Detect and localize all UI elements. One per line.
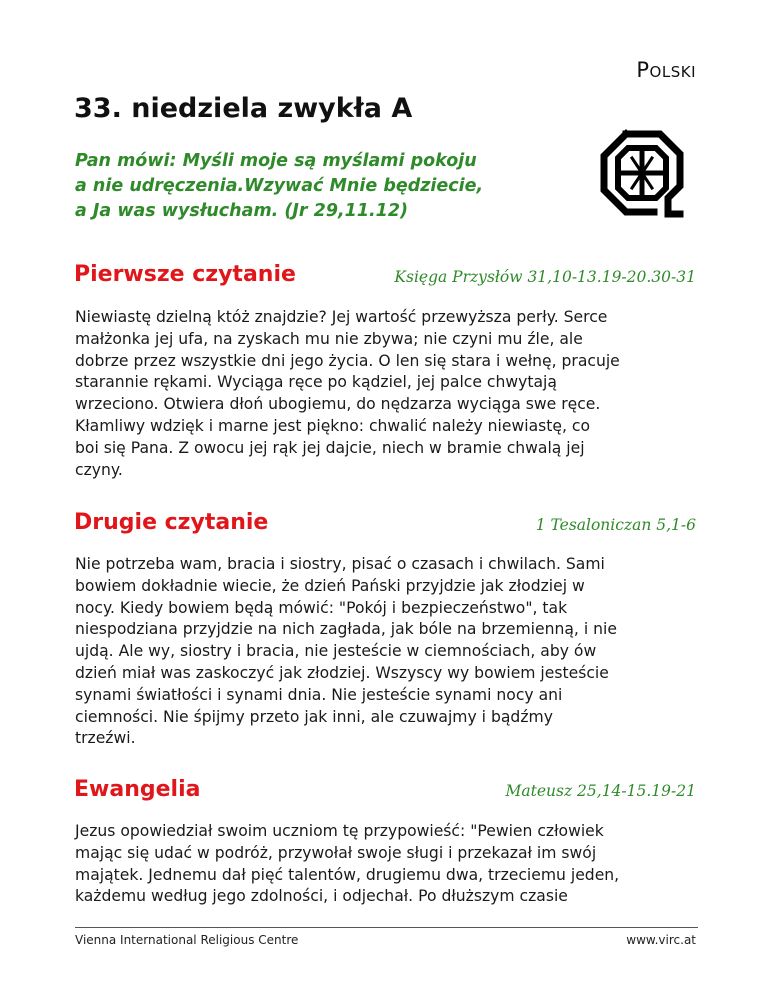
- reading-heading: Pierwsze czytanie: [74, 262, 296, 287]
- text-line: dzień miał was zaskoczyć jak złodziej. Wszyscy wy bowiem jesteście: [75, 663, 609, 682]
- text-line: Jezus opowiedział swoim uczniom tę przypowieść: "Pewien człowiek: [75, 822, 604, 840]
- reading-text: [75, 554, 700, 750]
- footer-organization: Vienna International Religious Centre: [75, 933, 299, 947]
- reading-reference: Mateusz 25,14-15.19-21: [505, 782, 696, 800]
- text-line: boi się Pana. Z owocu jej rąk jej dajcie, niech w bramie chwalą jej: [75, 438, 585, 457]
- text-line: nocy. Kiedy bowiem będą mówić: "Pokój i bezpieczeństwo", tak: [75, 598, 568, 617]
- text-line: czyny.: [75, 460, 123, 479]
- text-line: starannie rękami. Wyciąga ręce po kądziel, jej palce chwytają: [75, 373, 557, 392]
- reading-heading: Ewangelia: [74, 777, 201, 802]
- page-title: 33. niedziela zwykła A: [74, 93, 413, 124]
- virc-logo-icon: [596, 128, 690, 222]
- quote-line: a Ja was wysłucham. (Jr 29,11.12): [75, 201, 409, 221]
- text-line: majątek. Jednemu dał pięć talentów, drugiemu dwa, trzeciemu jeden,: [75, 865, 620, 884]
- reading-heading: Drugie czytanie: [74, 510, 269, 535]
- text-line: wrzeciono. Otwiera dłoń ubogiemu, do nędzarza wyciąga swe ręce.: [75, 395, 601, 414]
- text-line: dobrze przez wszystkie dni jego życia. O len się stara i wełnę, pracuje: [75, 351, 620, 370]
- text-line: każdemu według jego zdolności, i odjechał. Po dłuższym czasie: [75, 887, 568, 906]
- reading-text: [75, 307, 700, 481]
- text-line: trzeźwi.: [75, 729, 136, 748]
- text-line: mając się udać w podróż, przywołał swoje sługi i przekazał im swój: [75, 843, 597, 862]
- quote-line: a nie udręczenia.Wzywać Mnie będziecie,: [75, 176, 484, 196]
- text-line: Kłamliwy wdzięk i marne jest piękno: chwalić należy niewiastę, co: [75, 416, 590, 435]
- reading-reference: 1 Tesaloniczan 5,1-6: [535, 516, 696, 534]
- text-line: małżonka jej ufa, na zyskach mu nie zbywa; nie czyni mu źle, ale: [75, 329, 583, 348]
- text-line: ciemności. Nie śpijmy przeto jak inni, ale czuwajmy i bądźmy: [75, 707, 553, 726]
- footer-website: www.virc.at: [626, 933, 696, 947]
- quote-line: Pan mówi: Myśli moje są myślami pokoju: [75, 151, 477, 171]
- language-label: Polski: [636, 58, 696, 82]
- scripture-quote: [75, 149, 545, 224]
- reading-text: [75, 821, 700, 908]
- text-line: Niewiastę dzielną któż znajdzie? Jej wartość przewyższa perły. Serce: [75, 308, 608, 326]
- text-line: synami światłości i synami dnia. Nie jesteście synami nocy ani: [75, 685, 563, 704]
- text-line: Nie potrzeba wam, bracia i siostry, pisać o czasach i chwilach. Sami: [75, 555, 605, 573]
- footer-divider: [75, 927, 698, 928]
- text-line: ujdą. Ale wy, siostry i bracia, nie jesteście w ciemnościach, aby ów: [75, 642, 597, 661]
- reading-reference: Księga Przysłów 31,10-13.19-20.30-31: [394, 268, 696, 286]
- text-line: bowiem dokładnie wiecie, że dzień Pański przyjdzie jak złodziej w: [75, 576, 585, 595]
- text-line: niespodziana przyjdzie na nich zagłada, jak bóle na brzemienną, i nie: [75, 620, 617, 639]
